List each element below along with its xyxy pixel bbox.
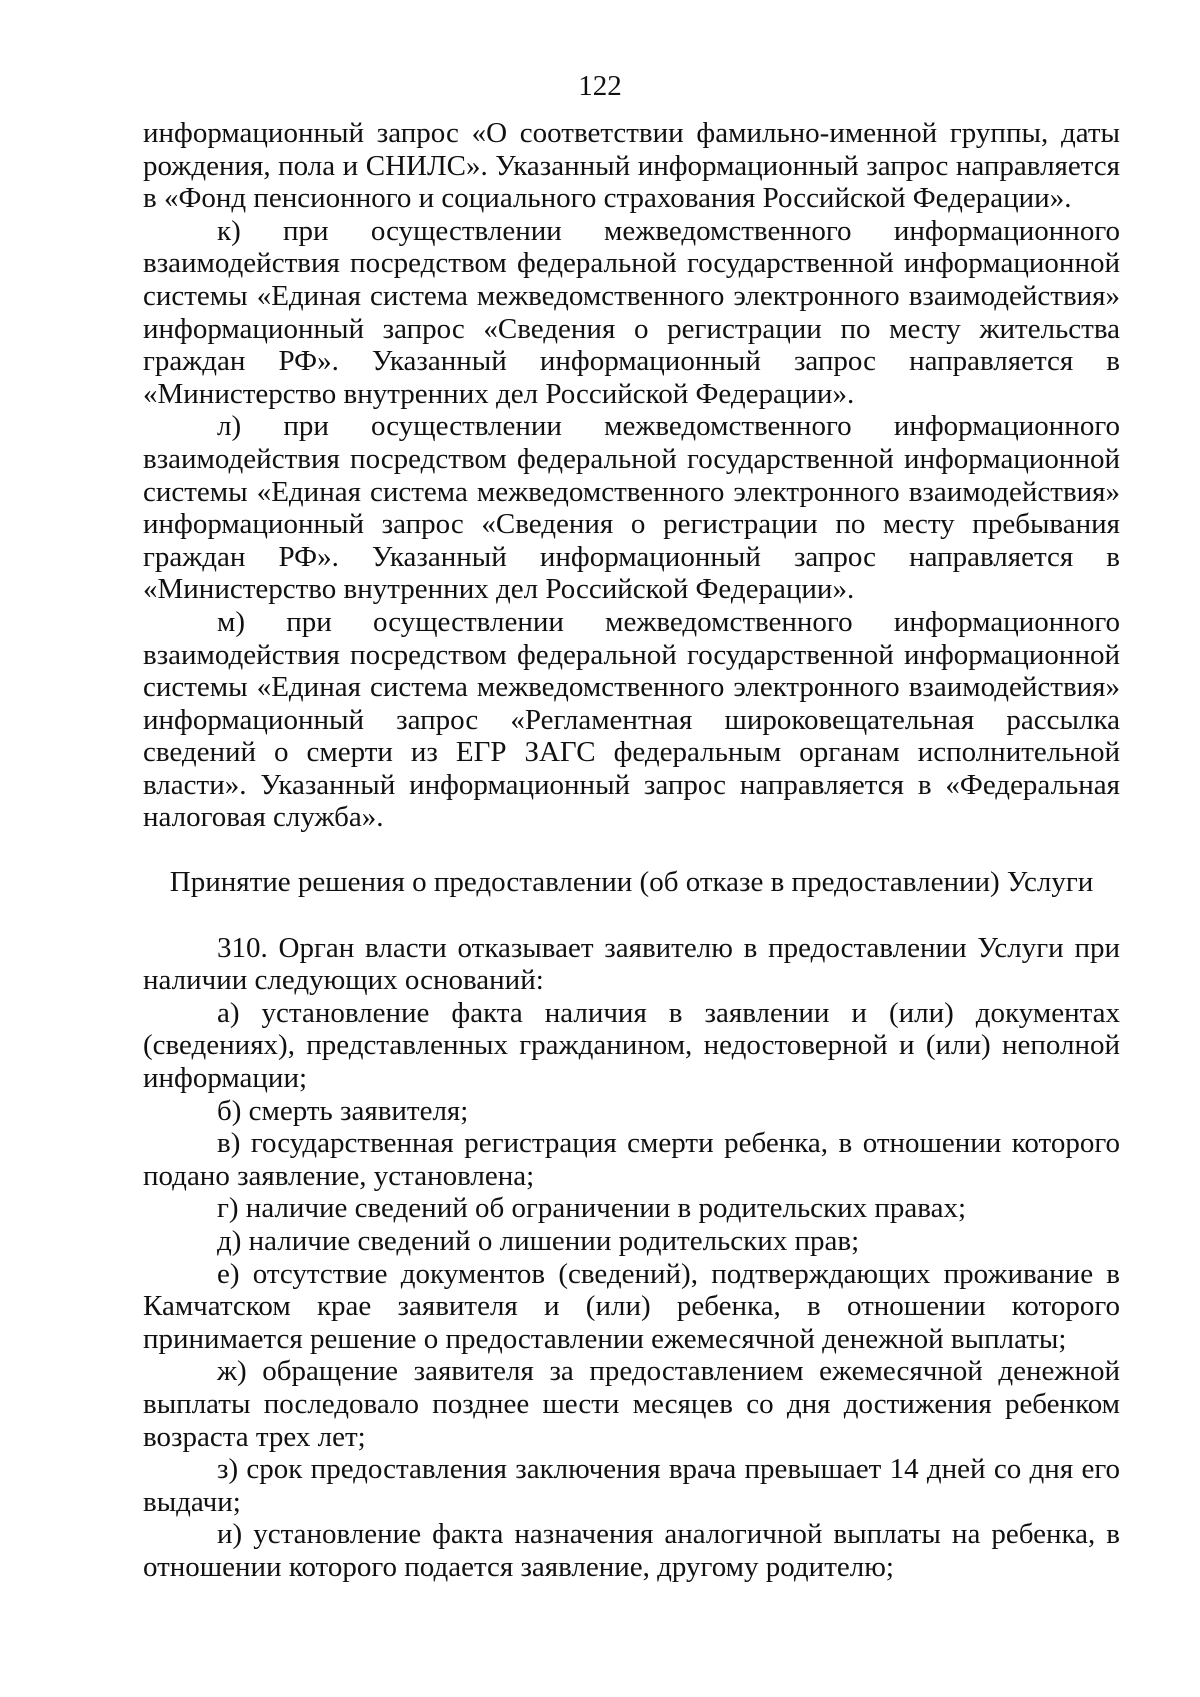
list-item: а) установление факта наличия в заявлении и (или) документах (сведениях), представленных гражданином, недостоверной и (или) неполной информации; [143, 996, 1120, 1095]
section-heading: Принятие решения о предоставлении (об отказе в предоставлении) Услуги [169, 866, 1094, 899]
paragraph: л) при осуществлении межведомственного информационного взаимодействия посредством федеральной государственной информационной системы «Единая система межведомственного электронного взаимодействия» информационный запрос «Сведения о регистрации по месту пребывания граждан РФ». Указанный информационный запрос направляется в «Министерство внутренних дел Российской Федерации». [143, 410, 1120, 606]
document-body [143, 117, 1120, 1584]
list-item: д) наличие сведений о лишении родительских прав; [217, 1225, 860, 1257]
paragraph: 310. Орган власти отказывает заявителю в предоставлении Услуги при наличии следующих оснований: [143, 931, 1120, 997]
list-item: г) наличие сведений об ограничении в родительских правах; [217, 1192, 967, 1225]
list-item: е) отсутствие документов (сведений), подтверждающих проживание в Камчатском крае заявителя и (или) ребенка, в отношении которого принимается решение о предоставлении ежемесячной денежной выплаты; [143, 1257, 1120, 1355]
list-item: з) срок предоставления заключения врача превышает 14 дней со дня его выдачи; [143, 1453, 1120, 1518]
paragraph: к) при осуществлении межведомственного информационного взаимодействия посредством федеральной государственной информационной системы «Единая система межведомственного электронного взаимодействия» информационный запрос «Сведения о регистрации по месту жительства граждан РФ». Указанный информационный запрос направляется в «Министерство внутренних дел Российской Федерации». [143, 214, 1120, 410]
paragraph: информационный запрос «О соответствии фамильно-именной группы, даты рождения, пола и СНИЛС». Указанный информационный запрос направляется в «Фонд пенсионного и социального страхования Российской Федерации». [143, 117, 1120, 215]
list-item: ж) обращение заявителя за предоставлением ежемесячной денежной выплаты последовало позднее шести месяцев со дня достижения ребенком возраста трех лет; [143, 1355, 1120, 1453]
list-item: в) государственная регистрация смерти ребенка, в отношении которого подано заявление, установлена; [143, 1127, 1120, 1192]
list-item: и) установление факта назначения аналогичной выплаты на ребенка, в отношении которого подается заявление, другому родителю; [143, 1518, 1120, 1583]
page-number: 122 [578, 70, 622, 102]
paragraph: м) при осуществлении межведомственного информационного взаимодействия посредством федеральной государственной информационной системы «Единая система межведомственного электронного взаимодействия» информационный запрос «Регламентная широковещательная рассылка сведений о смерти из ЕГР ЗАГС федеральным органам исполнительной власти». Указанный информационный запрос направляется в «Федеральная налоговая служба». [143, 605, 1120, 834]
list-item: б) смерть заявителя; [217, 1094, 469, 1127]
